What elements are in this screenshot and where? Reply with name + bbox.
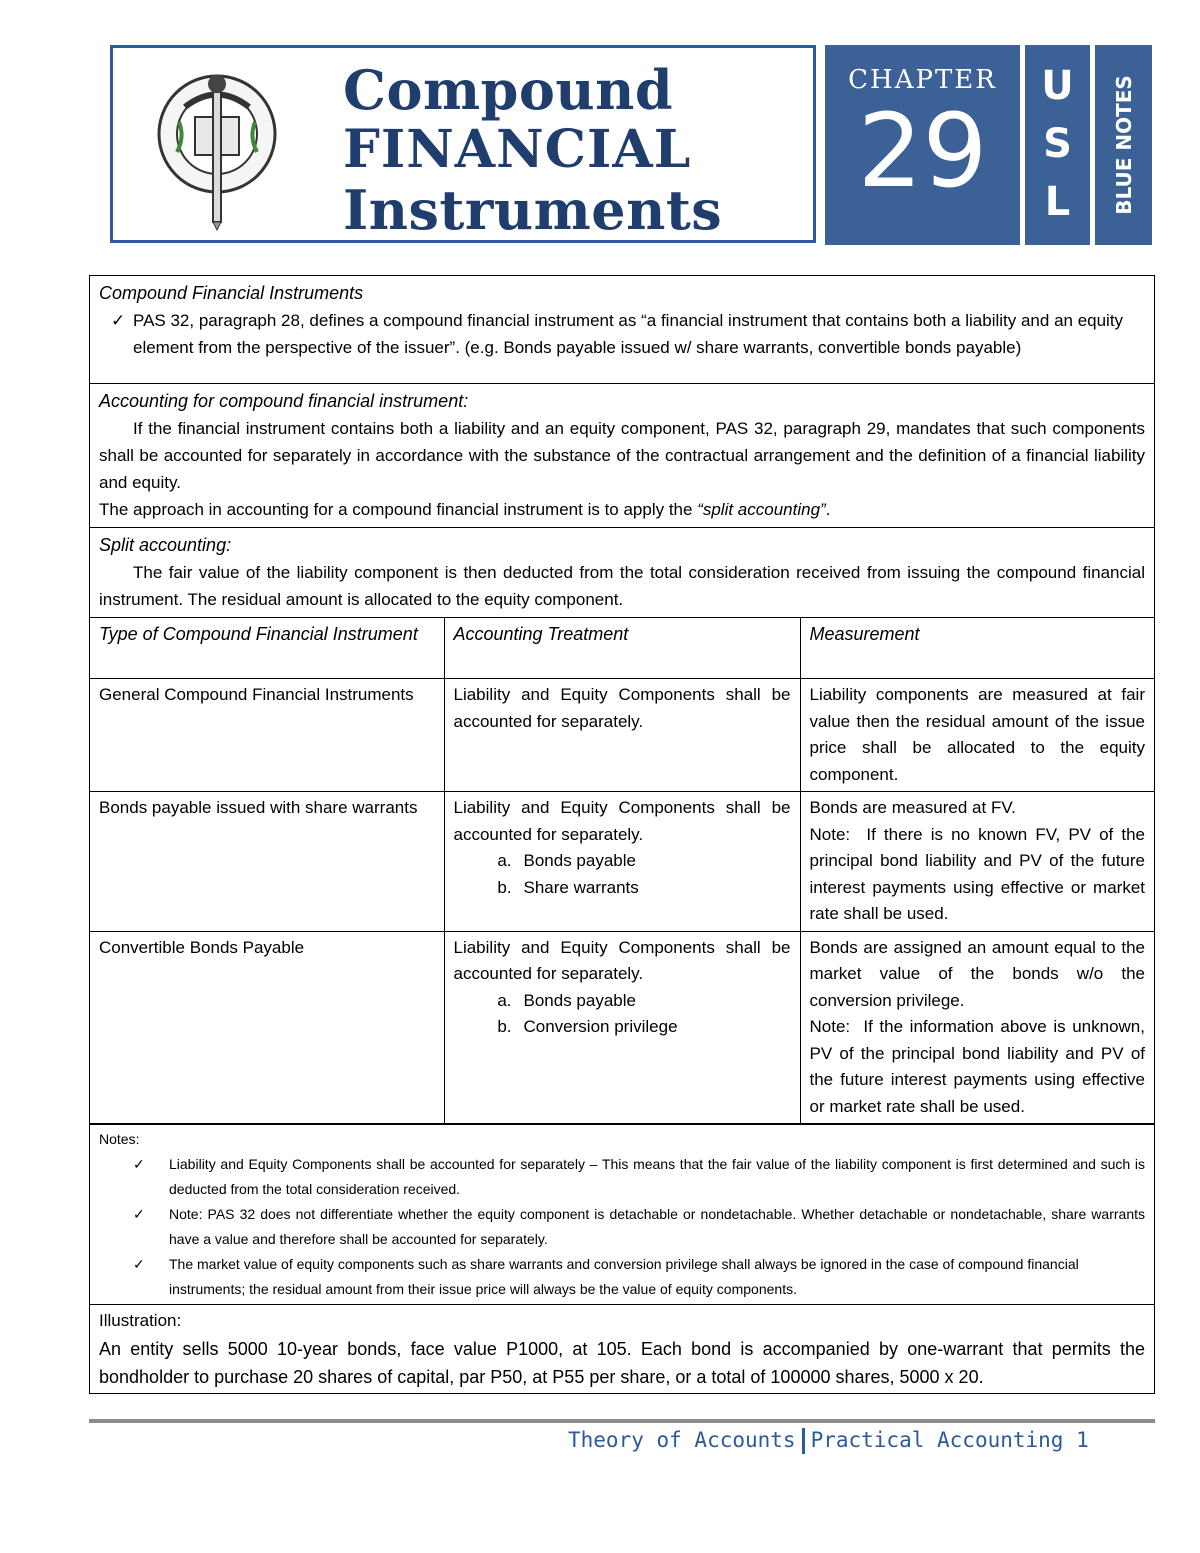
blue-notes-box (1095, 45, 1152, 245)
illustration-title: Illustration: (99, 1311, 182, 1330)
list-marker: a. (497, 851, 512, 870)
list-label: Share warrants (523, 877, 639, 897)
usl-letter-u: U (1041, 63, 1074, 109)
chapter-box (825, 45, 1020, 245)
row-1-measurement: Liability components are measured at fair value then the residual amount of the issue price shall be allocated to the equity component. (800, 679, 1154, 792)
row-3-treatment: Liability and Equity Components shall be accounted for separately. (453, 937, 791, 983)
footer-rule (89, 1419, 1155, 1423)
row-3-type: Convertible Bonds Payable (90, 931, 444, 1124)
document-title (343, 60, 722, 240)
table-row (90, 792, 1154, 932)
row-3-items (454, 988, 791, 1041)
note-text: If the information above is unknown, PV of the principal bond liability and PV of the future interest payments using effective or market rate shall be used. (809, 1017, 1145, 1116)
note-item-text: The market value of equity components such as share warrants and conversion privilege shall always be ignored in the case of compound financial instruments; the residual amount from their issue price will always be the value of equity components. (169, 1256, 1079, 1297)
header-measurement: Measurement (800, 618, 1154, 679)
table-header-row (90, 618, 1154, 679)
list-marker: b. (497, 1017, 512, 1036)
list-item (454, 1014, 791, 1041)
list-marker: b. (497, 877, 512, 897)
row-3-measurement-cell (800, 931, 1154, 1124)
list-label: Bonds payable (523, 851, 636, 870)
notes-title: Notes: (99, 1131, 140, 1147)
page-footer (568, 1428, 1089, 1454)
note-label: Note: (809, 1017, 851, 1036)
row-2-measurement: Bonds are measured at FV. (809, 798, 1016, 817)
row-2-items (454, 848, 791, 901)
row-3-measurement: Bonds are assigned an amount equal to the market value of the bonds w/o the conversion privilege. (809, 937, 1145, 1010)
list-item (454, 988, 791, 1015)
list-label: Conversion privilege (523, 1017, 678, 1036)
accounting-paragraph-2 (99, 496, 1145, 523)
list-item (454, 848, 791, 875)
usl-letter-l: L (1044, 179, 1071, 225)
row-1-type: General Compound Financial Instruments (90, 679, 444, 792)
note-label: Note: (809, 824, 851, 844)
title-line-2: FINANCIAL (343, 119, 692, 180)
usl-box (1025, 45, 1090, 245)
check-icon: ✓ (111, 311, 126, 330)
title-line-3: Instruments (343, 178, 723, 242)
check-icon: ✓ (133, 1256, 145, 1272)
split-heading: Split accounting: (99, 535, 232, 555)
chapter-number: 29 (857, 92, 988, 211)
accounting-paragraph-2-end: . (825, 500, 831, 519)
row-2-note (810, 822, 1146, 928)
instrument-table (90, 618, 1154, 1124)
row-2-treatment-cell (444, 792, 800, 932)
intro-text: PAS 32, paragraph 28, defines a compound financial instrument as “a financial instrument that contains both a liability and an equity element from the perspective of the issuer”. (e.g. Bonds payable issued w/ share warrants, convertible bonds payable) (133, 311, 1124, 357)
intro-section (90, 276, 1154, 384)
row-2-treatment: Liability and Equity Components shall be accounted for separately. (453, 798, 791, 844)
illustration-text: An entity sells 5000 10-year bonds, face value P1000, at 105. Each bond is accompanied by one-warrant that permits the bondholder to purchase 20 shares of capital, par P50, at P55 per share, or a total of 100000 shares, 5000 x 20. (99, 1339, 1145, 1387)
footer-separator (802, 1428, 805, 1454)
chapter-label: CHAPTER (848, 65, 997, 95)
row-3-treatment-cell (444, 931, 800, 1124)
check-icon: ✓ (133, 1156, 145, 1172)
header-treatment: Accounting Treatment (444, 618, 800, 679)
table-row (90, 679, 1154, 792)
table-row (90, 931, 1154, 1124)
university-seal-logo (155, 62, 285, 232)
illustration-section (90, 1305, 1154, 1393)
instrument-table-section (90, 618, 1154, 1125)
row-2-type: Bonds payable issued with share warrants (90, 792, 444, 932)
footer-left: Theory of Accounts (568, 1428, 796, 1452)
blue-notes-label: BLUE NOTES (1111, 75, 1136, 215)
row-3-note (810, 1014, 1146, 1120)
usl-letter-s: S (1043, 121, 1072, 167)
intro-heading: Compound Financial Instruments (99, 283, 364, 303)
row-1-treatment: Liability and Equity Components shall be accounted for separately. (444, 679, 800, 792)
split-accounting-term: “split accounting” (697, 500, 826, 519)
row-2-measurement-cell (800, 792, 1154, 932)
split-section (90, 528, 1154, 618)
list-label: Bonds payable (523, 990, 636, 1010)
footer-right: Practical Accounting 1 (810, 1428, 1089, 1452)
accounting-paragraph-1: If the financial instrument contains both a liability and an equity component, PAS 32, paragraph 29, mandates that such components shall be accounted for separately in accordance with the substance of the contractual arrangement and the definition of a financial liability and equity. (99, 419, 1145, 492)
accounting-heading: Accounting for compound financial instrument: (99, 391, 469, 411)
note-item (99, 1252, 1145, 1302)
note-text: If there is no known FV, PV of the principal bond liability and PV of the future interest payments using effective or market rate shall be used. (809, 824, 1145, 923)
header-type: Type of Compound Financial Instrument (90, 618, 444, 679)
accounting-section (90, 384, 1154, 528)
content-frame (89, 275, 1155, 1394)
split-text: The fair value of the liability component is then deducted from the total consideration received from issuing the compound financial instrument. The residual amount is allocated to the equity component. (99, 563, 1145, 609)
notes-section (90, 1125, 1154, 1305)
note-item-text: Note: PAS 32 does not differentiate whether the equity component is detachable or nondetachable. Whether detachable or nondetachable, share warrants have a value and therefore shall be accounted for separately. (169, 1206, 1145, 1247)
list-item (454, 875, 791, 902)
note-item-text: Liability and Equity Components shall be accounted for separately – This means that the fair value of the liability component is first determined and such is deducted from the total consideration received. (169, 1156, 1145, 1197)
note-item (99, 1152, 1145, 1202)
intro-bullet (99, 307, 1145, 361)
note-item (99, 1202, 1145, 1252)
accounting-paragraph-2-text: The approach in accounting for a compound financial instrument is to apply the (99, 500, 698, 519)
title-line-1: Compound (343, 58, 674, 122)
list-marker: a. (497, 990, 512, 1010)
check-icon: ✓ (133, 1206, 145, 1222)
title-box (110, 45, 816, 243)
